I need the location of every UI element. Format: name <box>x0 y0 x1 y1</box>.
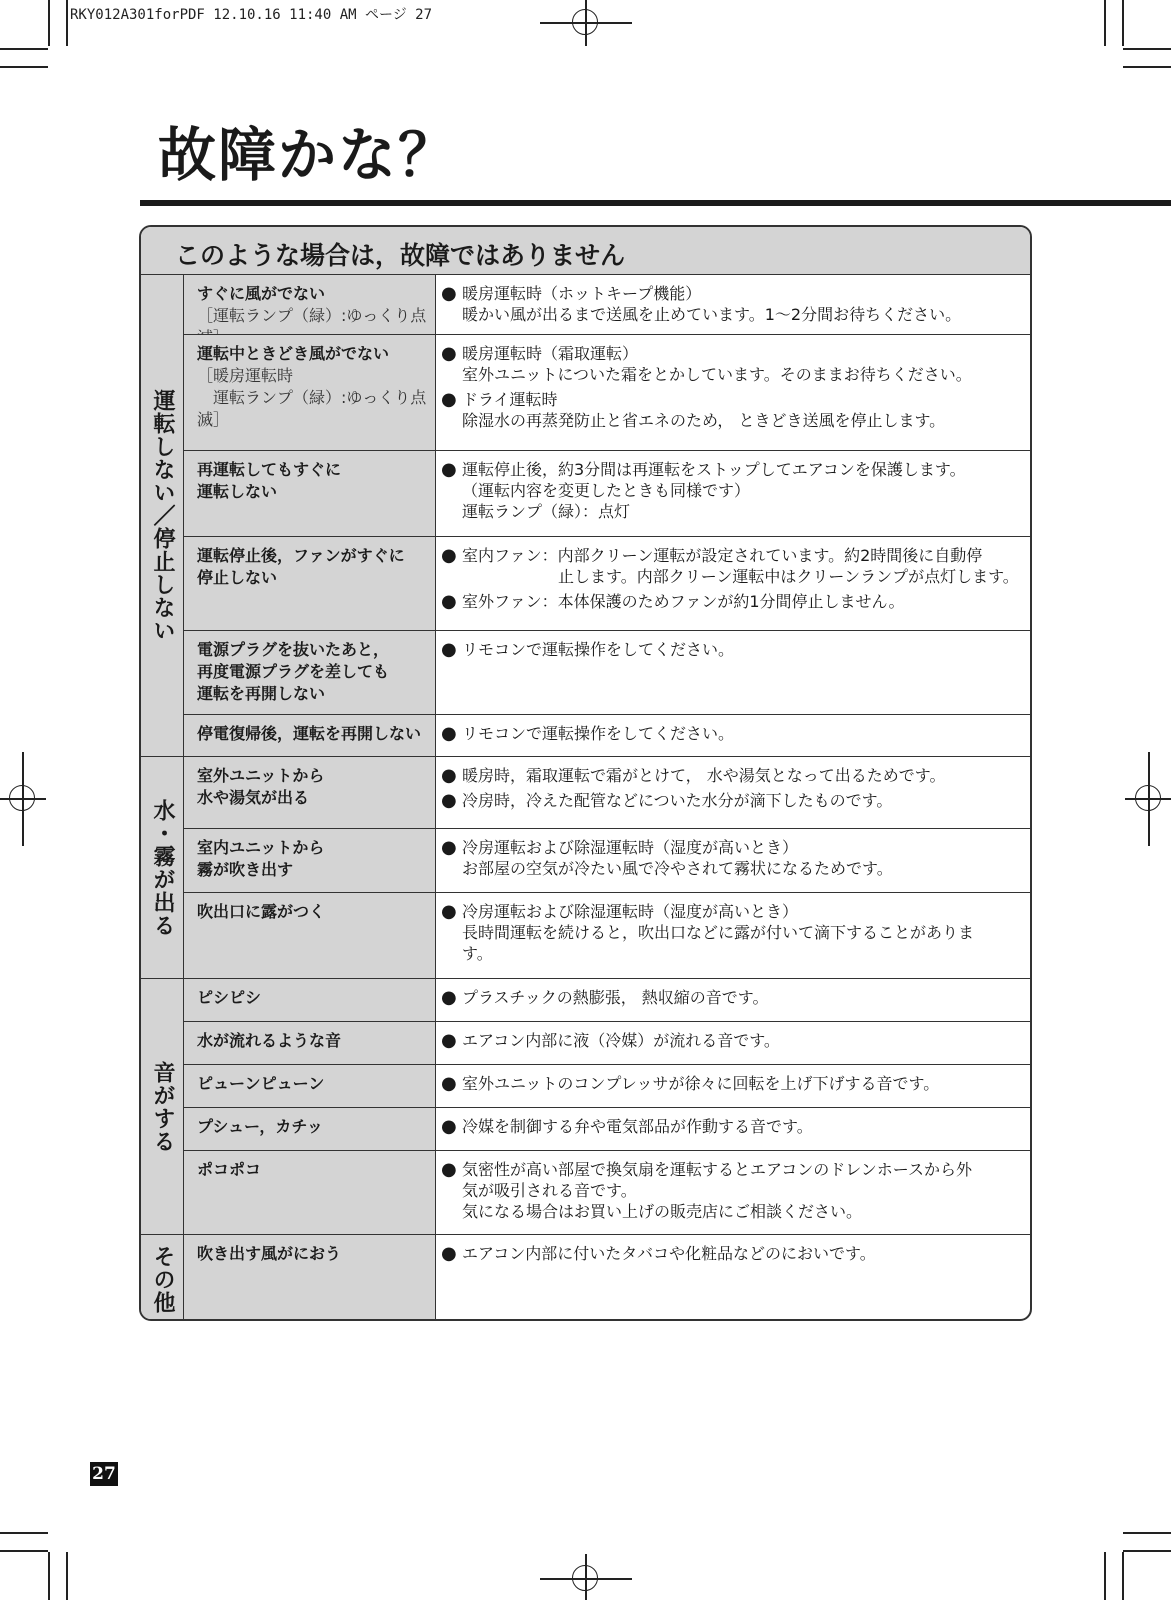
title-rule <box>140 200 1171 206</box>
condition-cell <box>184 537 436 630</box>
bullet-icon: ● <box>441 765 457 786</box>
crop-mark <box>66 0 68 46</box>
bullet-icon: ● <box>441 1030 457 1051</box>
explanation-item <box>441 901 1030 964</box>
crop-mark <box>0 66 48 68</box>
explanation-cell <box>436 979 1032 1021</box>
registration-mark <box>572 1565 598 1591</box>
bullet-icon: ● <box>441 837 457 858</box>
group-label-other <box>141 1235 184 1321</box>
explanation-item <box>441 1159 1030 1222</box>
explanation-cell <box>436 1235 1032 1321</box>
condition-cell <box>184 1022 436 1064</box>
bullet-icon: ● <box>441 343 457 364</box>
crop-mark <box>0 1532 48 1534</box>
group-label-text: 音がする <box>150 1060 175 1153</box>
bullet-icon: ● <box>441 1116 457 1137</box>
explanation-item <box>441 343 1030 385</box>
explanation-item <box>441 723 1030 744</box>
registration-mark <box>572 9 598 35</box>
table-row <box>184 1151 1032 1235</box>
condition-cell <box>184 631 436 714</box>
explanation-text: 冷房運転および除湿運転時（湿度が高いとき） お部屋の空気が冷たい風で冷やされて霧状になるためです。 <box>462 838 893 878</box>
condition-title: 水が流れるような音 <box>197 1031 342 1050</box>
explanation-text: 室外ファン：本体保護のためファンが約1分間停止しません。 <box>462 592 905 611</box>
explanation-text: 冷房時，冷えた配管などについた水分が滴下したものです。 <box>462 791 893 810</box>
condition-title: プシュー，カチッ <box>197 1117 323 1136</box>
condition-cell <box>184 335 436 450</box>
table-row <box>184 757 1032 829</box>
explanation-text: プラスチックの熱膨張， 熱収縮の音です。 <box>462 988 769 1007</box>
bullet-icon: ● <box>441 790 457 811</box>
table-row <box>184 631 1032 715</box>
group-label-noise <box>141 979 184 1235</box>
condition-title: 停電復帰後，運転を再開しない <box>197 724 422 743</box>
condition-cell <box>184 715 436 756</box>
explanation-cell <box>436 893 1032 978</box>
condition-title: ピシピシ <box>197 988 262 1007</box>
condition-cell <box>184 829 436 892</box>
explanation-text: 気密性が高い部屋で換気扇を運転するとエアコンのドレンホースから外 気が吸引される音です。 気になる場合はお買い上げの販売店にご相談ください。 <box>462 1160 973 1221</box>
table-row <box>184 275 1032 335</box>
bullet-icon: ● <box>441 389 457 410</box>
explanation-cell <box>436 335 1032 450</box>
explanation-cell <box>436 631 1032 714</box>
crop-mark <box>1123 66 1171 68</box>
table-row <box>184 829 1032 893</box>
bullet-icon: ● <box>441 987 457 1008</box>
group-label-no-operation <box>141 275 184 757</box>
condition-title: 運転中ときどき風がでない <box>197 344 390 363</box>
crop-mark <box>1104 1552 1106 1600</box>
explanation-text: 冷房運転および除湿運転時（湿度が高いとき） 長時間運転を続けると，吹出口などに露が付いて滴下することがありま す。 <box>462 902 975 963</box>
explanation-item <box>441 837 1030 879</box>
bullet-icon: ● <box>441 723 457 744</box>
troubleshooting-panel <box>139 225 1032 1321</box>
condition-title: 吹出口に露がつく <box>197 902 326 921</box>
explanation-text: リモコンで運転操作をしてください。 <box>462 640 735 659</box>
registration-mark <box>9 785 35 811</box>
bullet-icon: ● <box>441 283 457 304</box>
group-label-text: その他 <box>150 1244 175 1314</box>
explanation-cell <box>436 715 1032 756</box>
condition-cell <box>184 1065 436 1107</box>
explanation-text: 暖房運転時（霜取運転） 室外ユニットについた霜をとかしています。そのままお待ちください。 <box>462 344 972 384</box>
explanation-item <box>441 1243 1030 1264</box>
crop-mark <box>1123 1532 1171 1534</box>
table-row <box>184 715 1032 757</box>
condition-cell <box>184 1235 436 1321</box>
explanation-text: 室内ファン：内部クリーン運転が設定されています。約2時間後に自動停 止します。内部クリーン運転中はクリーンランプが点灯します。 <box>462 546 1019 586</box>
crop-mark <box>0 1550 48 1552</box>
crop-mark <box>48 0 50 46</box>
bullet-icon: ● <box>441 1159 457 1180</box>
explanation-cell <box>436 451 1032 536</box>
registration-mark <box>1135 785 1161 811</box>
print-header: RKY012A301forPDF 12.10.16 11:40 AM ページ 27 <box>70 7 433 23</box>
condition-cell <box>184 451 436 536</box>
explanation-item <box>441 639 1030 660</box>
crop-mark <box>1122 1552 1124 1600</box>
explanation-item <box>441 765 1030 786</box>
bullet-icon: ● <box>441 1073 457 1094</box>
condition-title: 電源プラグを抜いたあと， 再度電源プラグを差しても 運転を再開しない <box>197 640 390 703</box>
explanation-cell <box>436 1065 1032 1107</box>
explanation-item <box>441 389 1030 431</box>
page-title: 故障かな？ <box>158 121 459 189</box>
condition-cell <box>184 979 436 1021</box>
explanation-text: 室外ユニットのコンプレッサが徐々に回転を上げ下げする音です。 <box>462 1074 940 1093</box>
explanation-cell <box>436 537 1032 630</box>
explanation-cell <box>436 1151 1032 1234</box>
section-heading: このような場合は，故障ではありません <box>175 241 626 270</box>
crop-mark <box>1122 0 1124 46</box>
bullet-icon: ● <box>441 591 457 612</box>
condition-title: 室外ユニットから 水や湯気が出る <box>197 766 325 807</box>
crop-mark <box>48 1552 50 1600</box>
condition-note: ［運転ランプ（緑）:ゆっくり点 <box>197 306 427 325</box>
bullet-icon: ● <box>441 639 457 660</box>
table-row <box>184 335 1032 451</box>
condition-title: ポコポコ <box>197 1160 262 1179</box>
table-row <box>184 1108 1032 1151</box>
explanation-text: 暖房運転時（ホットキープ機能） 暖かい風が出るまで送風を止めています。1〜2分間お待ちください。 <box>462 284 962 324</box>
crop-mark <box>66 1552 68 1600</box>
explanation-text: ドライ運転時 除湿水の再蒸発防止と省エネのため， ときどき送風を停止します。 <box>462 390 946 430</box>
condition-title: 運転停止後，ファンがすぐに 停止しない <box>197 546 405 587</box>
condition-cell <box>184 275 436 334</box>
crop-mark <box>1123 1550 1171 1552</box>
explanation-item <box>441 987 1030 1008</box>
table-row <box>184 1235 1032 1321</box>
explanation-item <box>441 591 1030 612</box>
explanation-cell <box>436 757 1032 828</box>
condition-note: ［暖房運転時 運転ランプ（緑）:ゆっくり点滅］ <box>197 366 427 429</box>
condition-cell <box>184 1151 436 1234</box>
bullet-icon: ● <box>441 901 457 922</box>
explanation-item <box>441 459 1030 522</box>
table-row <box>184 1022 1032 1065</box>
table-row <box>184 979 1032 1022</box>
explanation-text: 冷媒を制御する弁や電気部品が作動する音です。 <box>462 1117 813 1136</box>
explanation-text: 運転停止後，約3分間は再運転をストップしてエアコンを保護します。 （運転内容を変更したときも同様です） 運転ランプ（緑）：点灯 <box>462 460 966 521</box>
condition-title: 再運転してもすぐに 運転しない <box>197 460 342 501</box>
explanation-item <box>441 283 1030 325</box>
explanation-text: リモコンで運転操作をしてください。 <box>462 724 735 743</box>
crop-mark <box>1123 48 1171 50</box>
crop-mark <box>1104 0 1106 46</box>
explanation-cell <box>436 1108 1032 1150</box>
explanation-item <box>441 1116 1030 1137</box>
crop-mark <box>0 48 48 50</box>
explanation-cell <box>436 1022 1032 1064</box>
condition-cell <box>184 757 436 828</box>
explanation-text: エアコン内部に付いたタバコや化粧品などのにおいです。 <box>462 1244 876 1263</box>
table-row <box>184 1065 1032 1108</box>
explanation-item <box>441 1030 1030 1051</box>
explanation-text: 暖房時，霜取運転で霜がとけて， 水や湯気となって出るためです。 <box>462 766 946 785</box>
explanation-cell <box>436 829 1032 892</box>
condition-cell <box>184 893 436 978</box>
condition-cell <box>184 1108 436 1150</box>
table-row <box>184 893 1032 979</box>
table-row <box>184 537 1032 631</box>
table-row <box>184 451 1032 537</box>
section-heading-bar <box>141 227 1030 275</box>
group-label-text: 運転しない／停止しない <box>150 389 175 642</box>
explanation-cell <box>436 275 1032 334</box>
bullet-icon: ● <box>441 459 457 480</box>
page-number: 27 <box>90 1462 118 1486</box>
condition-title: すぐに風がでない <box>197 284 326 303</box>
explanation-item <box>441 790 1030 811</box>
group-label-text: 水・霧が出る <box>150 798 175 937</box>
explanation-item <box>441 1073 1030 1094</box>
explanation-item <box>441 545 1030 587</box>
condition-title: ピューンピューン <box>197 1074 325 1093</box>
condition-title: 吹き出す風がにおう <box>197 1244 342 1263</box>
group-label-water-mist <box>141 757 184 979</box>
condition-title: 室内ユニットから 霧が吹き出す <box>197 838 325 879</box>
bullet-icon: ● <box>441 1243 457 1264</box>
explanation-text: エアコン内部に液（冷媒）が流れる音です。 <box>462 1031 780 1050</box>
bullet-icon: ● <box>441 545 457 566</box>
